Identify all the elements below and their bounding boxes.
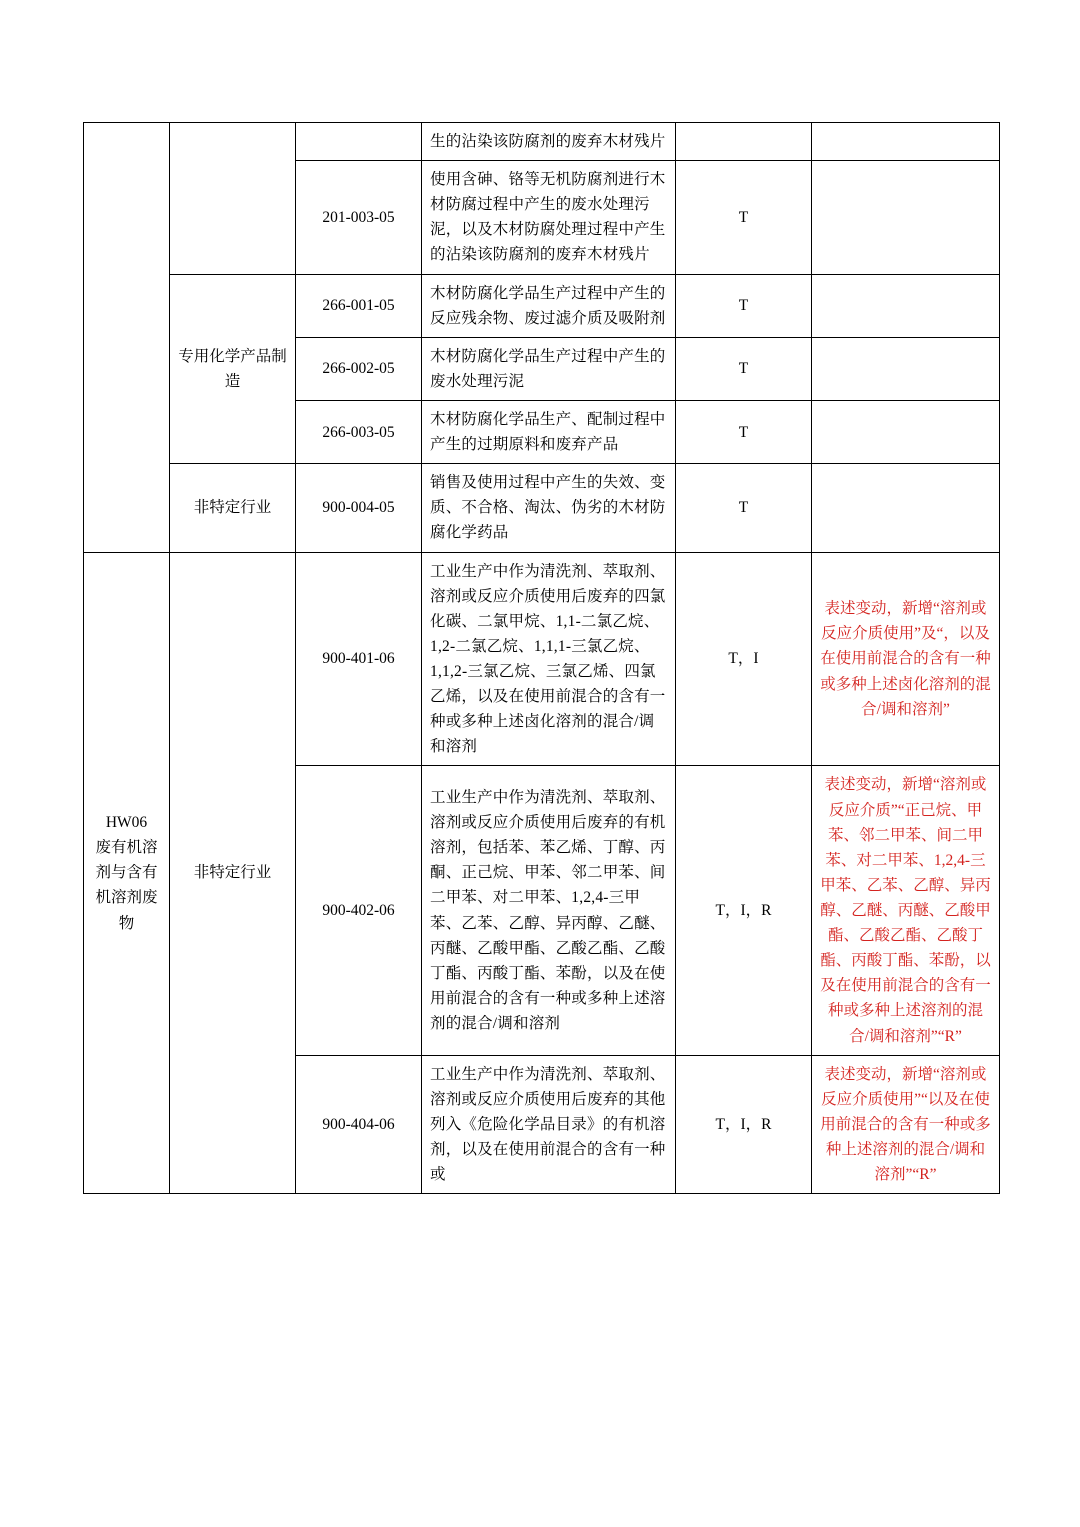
cell-description: 木材防腐化学品生产过程中产生的反应残余物、废过滤介质及吸附剂 bbox=[422, 274, 676, 337]
hazardous-waste-table bbox=[83, 122, 1000, 1194]
table-row bbox=[84, 552, 1000, 766]
cell-industry: 非特定行业 bbox=[170, 552, 296, 1194]
cell-category-hw06: HW06 废有机溶剂与含有机溶剂废物 bbox=[84, 552, 170, 1194]
cell-hazard: T，I bbox=[676, 552, 812, 766]
cell-note: 表述变动，新增“溶剂或反应介质”“正己烷、甲苯、邻二甲苯、间二甲苯、对二甲苯、1,2,4-三甲苯、乙苯、乙醇、异丙醇、乙醚、丙醚、乙酸甲酯、乙酸乙酯、乙酸丁酯、丙酸丁酯、苯酚，以及在使用前混合的含有一种或多种上述溶剂的混合/调和溶剂”“R” bbox=[812, 766, 1000, 1055]
cell-description: 工业生产中作为清洗剂、萃取剂、溶剂或反应介质使用后废弃的四氯化碳、二氯甲烷、1,1-二氯乙烷、1,2-二氯乙烷、1,1,1-三氯乙烷、1,1,2-三氯乙烷、三氯乙烯、四氯乙烯，以及在使用前混合的含有一种或多种上述卤化溶剂的混合/调和溶剂 bbox=[422, 552, 676, 766]
cell-note bbox=[812, 161, 1000, 274]
cell-description: 工业生产中作为清洗剂、萃取剂、溶剂或反应介质使用后废弃的其他列入《危险化学品目录》的有机溶剂，以及在使用前混合的含有一种或 bbox=[422, 1055, 676, 1194]
cell-note bbox=[812, 464, 1000, 552]
cell-hazard: T，I，R bbox=[676, 1055, 812, 1194]
cell-note: 表述变动，新增“溶剂或反应介质使用”“以及在使用前混合的含有一种或多种上述溶剂的混合/调和溶剂”“R” bbox=[812, 1055, 1000, 1194]
cell-code: 201-003-05 bbox=[296, 161, 422, 274]
cell-hazard: T bbox=[676, 274, 812, 337]
cell-description: 工业生产中作为清洗剂、萃取剂、溶剂或反应介质使用后废弃的有机溶剂，包括苯、苯乙烯、丁醇、丙酮、正己烷、甲苯、邻二甲苯、间二甲苯、对二甲苯、1,2,4-三甲苯、乙苯、乙醇、异丙醇、乙醚、丙醚、乙酸甲酯、乙酸乙酯、乙酸丁酯、丙酸丁酯、苯酚，以及在使用前混合的含有一种或多种上述溶剂的混合/调和溶剂 bbox=[422, 766, 676, 1055]
cell-description: 木材防腐化学品生产、配制过程中产生的过期原料和废弃产品 bbox=[422, 400, 676, 463]
table-row bbox=[84, 123, 1000, 161]
cell-description: 销售及使用过程中产生的失效、变质、不合格、淘汰、伪劣的木材防腐化学药品 bbox=[422, 464, 676, 552]
table-row bbox=[84, 274, 1000, 337]
cell-industry: 专用化学产品制造 bbox=[170, 274, 296, 464]
cell-code: 900-402-06 bbox=[296, 766, 422, 1055]
cell-description: 木材防腐化学品生产过程中产生的废水处理污泥 bbox=[422, 337, 676, 400]
cell-code: 900-004-05 bbox=[296, 464, 422, 552]
cell-hazard: T，I，R bbox=[676, 766, 812, 1055]
cell-code: 900-401-06 bbox=[296, 552, 422, 766]
cell-hazard bbox=[676, 123, 812, 161]
cell-description: 生的沾染该防腐剂的废弃木材残片 bbox=[422, 123, 676, 161]
cell-note bbox=[812, 337, 1000, 400]
cell-hazard: T bbox=[676, 464, 812, 552]
cell-industry-continued bbox=[170, 123, 296, 275]
cell-code: 266-003-05 bbox=[296, 400, 422, 463]
cell-code-continued bbox=[296, 123, 422, 161]
cell-hazard: T bbox=[676, 400, 812, 463]
cell-industry: 非特定行业 bbox=[170, 464, 296, 552]
cell-note: 表述变动，新增“溶剂或反应介质使用”及“，以及在使用前混合的含有一种或多种上述卤化溶剂的混合/调和溶剂” bbox=[812, 552, 1000, 766]
cell-note bbox=[812, 400, 1000, 463]
cell-category-continued bbox=[84, 123, 170, 553]
cell-note bbox=[812, 274, 1000, 337]
cell-note bbox=[812, 123, 1000, 161]
cell-description: 使用含砷、铬等无机防腐剂进行木材防腐过程中产生的废水处理污泥，以及木材防腐处理过程中产生的沾染该防腐剂的废弃木材残片 bbox=[422, 161, 676, 274]
cell-hazard: T bbox=[676, 337, 812, 400]
cell-hazard: T bbox=[676, 161, 812, 274]
table-row bbox=[84, 464, 1000, 552]
cell-code: 900-404-06 bbox=[296, 1055, 422, 1194]
cell-code: 266-002-05 bbox=[296, 337, 422, 400]
cell-code: 266-001-05 bbox=[296, 274, 422, 337]
